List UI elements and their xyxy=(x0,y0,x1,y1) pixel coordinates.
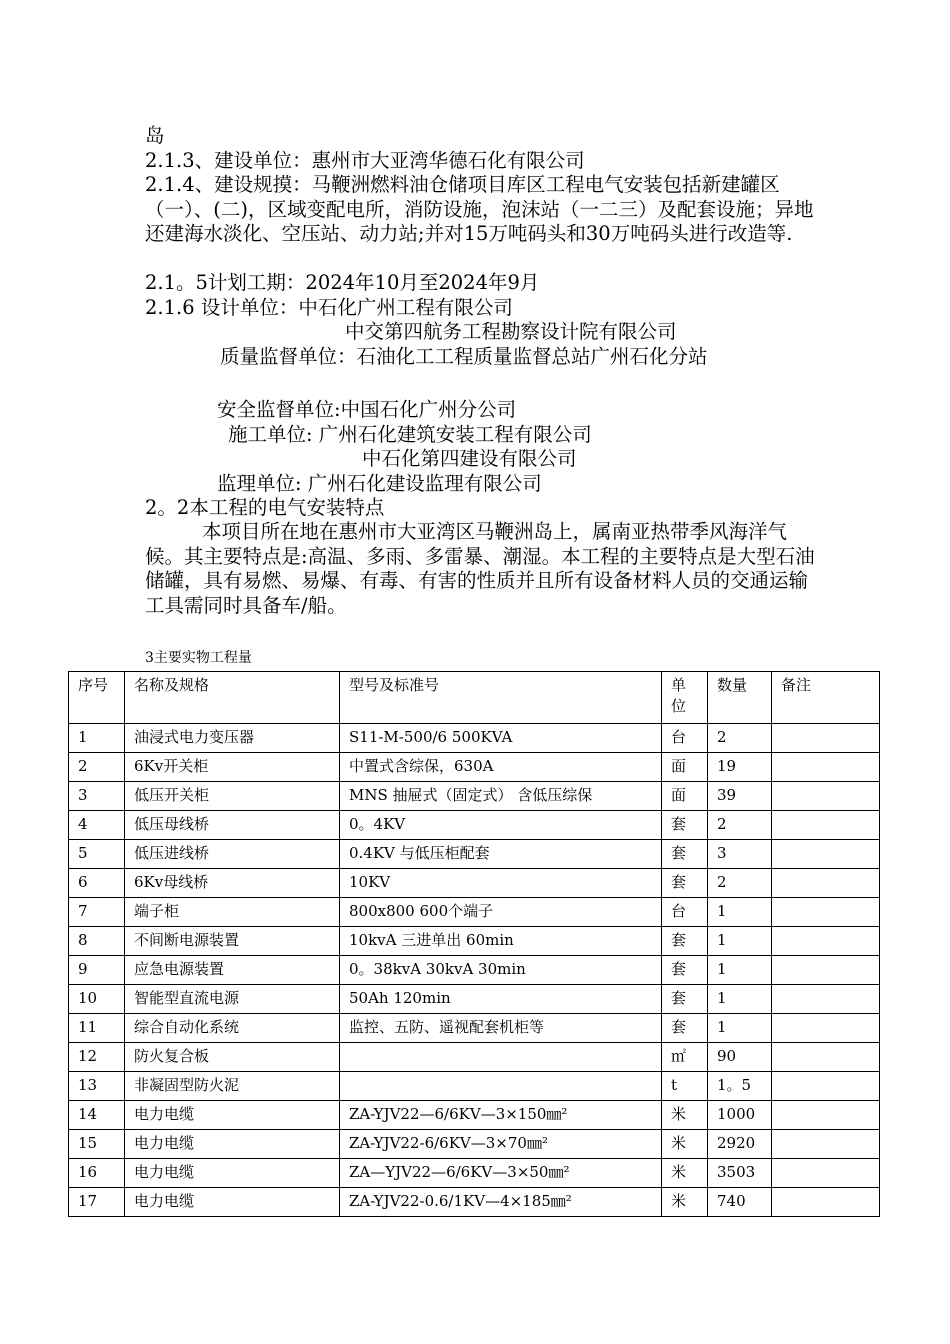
cell-quantity: 1 xyxy=(708,985,772,1014)
cell-remarks xyxy=(772,1130,880,1159)
cell-remarks xyxy=(772,869,880,898)
cell-unit: 套 xyxy=(662,956,708,985)
cell-index: 2 xyxy=(69,753,125,782)
cell-index: 3 xyxy=(69,782,125,811)
cell-model: 10KV xyxy=(340,869,662,898)
schedule-line: 2.1。5计划工期：2024年10月至2024年9月 xyxy=(145,271,540,294)
cell-index: 8 xyxy=(69,927,125,956)
supervision-unit-line: 监理单位: 广州石化建设监理有限公司 xyxy=(217,472,542,495)
cell-unit: 米 xyxy=(662,1101,708,1130)
cell-model: 10kvA 三进单出 60min xyxy=(340,927,662,956)
cell-unit: 套 xyxy=(662,869,708,898)
table-row xyxy=(69,1043,880,1072)
quantity-table xyxy=(68,671,880,1217)
cell-name: 不间断电源装置 xyxy=(125,927,340,956)
cell-name: 防火复合板 xyxy=(125,1043,340,1072)
design-unit-2-line: 中交第四航务工程勘察设计院有限公司 xyxy=(345,320,677,343)
header-name: 名称及规格 xyxy=(125,672,340,724)
cell-remarks xyxy=(772,1159,880,1188)
cell-model: 800x800 600个端子 xyxy=(340,898,662,927)
cell-remarks xyxy=(772,1014,880,1043)
cell-remarks xyxy=(772,1188,880,1217)
cell-index: 5 xyxy=(69,840,125,869)
cell-name: 应急电源装置 xyxy=(125,956,340,985)
cell-remarks xyxy=(772,985,880,1014)
cell-index: 7 xyxy=(69,898,125,927)
table-row xyxy=(69,1188,880,1217)
cell-model: 50Ah 120min xyxy=(340,985,662,1014)
cell-index: 11 xyxy=(69,1014,125,1043)
cell-quantity: 90 xyxy=(708,1043,772,1072)
cell-remarks xyxy=(772,927,880,956)
header-model: 型号及标准号 xyxy=(340,672,662,724)
cell-remarks xyxy=(772,1101,880,1130)
table-row xyxy=(69,898,880,927)
safety-supervision-line: 安全监督单位:中国石化广州分公司 xyxy=(217,398,517,421)
cell-unit: 套 xyxy=(662,927,708,956)
cell-name: 端子柜 xyxy=(125,898,340,927)
quality-supervision-paragraph: 质量监督单位：石油化工工程质量监督总站广州石化分站 xyxy=(220,345,708,368)
table-row xyxy=(69,1159,880,1188)
construction-contractor-line: 施工单位: 广州石化建筑安装工程有限公司 xyxy=(228,423,592,446)
cell-model: 0。4KV xyxy=(340,811,662,840)
cell-model xyxy=(340,1043,662,1072)
cell-name: 电力电缆 xyxy=(125,1101,340,1130)
cell-name: 油浸式电力变压器 xyxy=(125,724,340,753)
cell-quantity: 1000 xyxy=(708,1101,772,1130)
cell-unit: 套 xyxy=(662,811,708,840)
cell-model: ZA-YJV22—6/6KV—3×150㎜² xyxy=(340,1101,662,1130)
table-header-row xyxy=(69,672,880,724)
cell-model: 0。38kvA 30kvA 30min xyxy=(340,956,662,985)
cell-quantity: 1 xyxy=(708,898,772,927)
cell-model: 0.4KV 与低压柜配套 xyxy=(340,840,662,869)
cell-model: MNS 抽屉式（固定式） 含低压综保 xyxy=(340,782,662,811)
cell-quantity: 1。5 xyxy=(708,1072,772,1101)
table-row xyxy=(69,782,880,811)
cell-remarks xyxy=(772,956,880,985)
cell-unit: 面 xyxy=(662,753,708,782)
table-body xyxy=(69,724,880,1217)
cell-name: 智能型直流电源 xyxy=(125,985,340,1014)
cell-remarks xyxy=(772,753,880,782)
cell-quantity: 740 xyxy=(708,1188,772,1217)
cell-remarks xyxy=(772,898,880,927)
table-row xyxy=(69,811,880,840)
cell-unit: t xyxy=(662,1072,708,1101)
cell-name: 低压开关柜 xyxy=(125,782,340,811)
cell-model: ZA—YJV22—6/6KV—3×50㎜² xyxy=(340,1159,662,1188)
cell-model xyxy=(340,1072,662,1101)
table-row xyxy=(69,985,880,1014)
table-row xyxy=(69,927,880,956)
section-heading: 2。2本工程的电气安装特点 xyxy=(145,496,385,519)
cell-index: 16 xyxy=(69,1159,125,1188)
cell-remarks xyxy=(772,840,880,869)
cell-index: 17 xyxy=(69,1188,125,1217)
construction-unit-line: 2.1.3、建设单位：惠州市大亚湾华德石化有限公司 xyxy=(145,149,585,172)
cell-quantity: 2920 xyxy=(708,1130,772,1159)
cell-quantity: 2 xyxy=(708,811,772,840)
cell-index: 9 xyxy=(69,956,125,985)
header-quantity: 数量 xyxy=(708,672,772,724)
cell-quantity: 2 xyxy=(708,724,772,753)
cell-unit: 套 xyxy=(662,985,708,1014)
table-row xyxy=(69,956,880,985)
cell-remarks xyxy=(772,1043,880,1072)
table-row xyxy=(69,1014,880,1043)
table-row xyxy=(69,1072,880,1101)
cell-quantity: 3 xyxy=(708,840,772,869)
cell-quantity: 3503 xyxy=(708,1159,772,1188)
cell-remarks xyxy=(772,782,880,811)
table-row xyxy=(69,753,880,782)
cell-model: 监控、五防、遥视配套机柜等 xyxy=(340,1014,662,1043)
cell-quantity: 39 xyxy=(708,782,772,811)
cell-unit: 米 xyxy=(662,1159,708,1188)
cell-quantity: 1 xyxy=(708,927,772,956)
table-row xyxy=(69,1101,880,1130)
cell-index: 15 xyxy=(69,1130,125,1159)
cell-quantity: 1 xyxy=(708,956,772,985)
cell-name: 低压进线桥 xyxy=(125,840,340,869)
construction-scale-paragraph: 2.1.4、建设规摸：马鞭洲燃料油仓储项目库区工程电气安装包括新建罐区（一）、(二)，区域变配电所，消防设施，泡沫站（一二三）及配套设施；异地还建海水淡化、空压站、动力站;并对15万吨码头和30万吨码头进行改造等. xyxy=(145,173,814,245)
cell-index: 14 xyxy=(69,1101,125,1130)
cell-name: 综合自动化系统 xyxy=(125,1014,340,1043)
header-index: 序号 xyxy=(69,672,125,724)
cell-model: ZA-YJV22-0.6/1KV—4×185㎜² xyxy=(340,1188,662,1217)
cell-name: 6Kv母线桥 xyxy=(125,869,340,898)
cell-remarks xyxy=(772,724,880,753)
cell-quantity: 2 xyxy=(708,869,772,898)
cell-unit: 套 xyxy=(662,1014,708,1043)
cell-model: 中置式含综保，630A xyxy=(340,753,662,782)
cell-name: 低压母线桥 xyxy=(125,811,340,840)
cell-index: 4 xyxy=(69,811,125,840)
table-caption: 3主要实物工程量 xyxy=(145,650,252,666)
cell-index: 6 xyxy=(69,869,125,898)
cell-quantity: 19 xyxy=(708,753,772,782)
cell-remarks xyxy=(772,811,880,840)
cell-index: 13 xyxy=(69,1072,125,1101)
cell-index: 12 xyxy=(69,1043,125,1072)
cell-name: 电力电缆 xyxy=(125,1159,340,1188)
table-row xyxy=(69,1130,880,1159)
table-row xyxy=(69,869,880,898)
cell-unit: 台 xyxy=(662,724,708,753)
cell-name: 电力电缆 xyxy=(125,1130,340,1159)
cell-unit: 套 xyxy=(662,840,708,869)
header-remarks: 备注 xyxy=(772,672,880,724)
cell-remarks xyxy=(772,1072,880,1101)
cell-model: S11-M-500/6 500KVA xyxy=(340,724,662,753)
project-features-paragraph: 本项目所在地在惠州市大亚湾区马鞭洲岛上，属南亚热带季风海洋气候。其主要特点是:高温、多雨、多雷暴、潮湿。本工程的主要特点是大型石油储罐，具有易燃、易爆、有毒、有害的性质并且所有设备材料人员的交通运输工具需同时具备车/船。 xyxy=(145,520,815,617)
cell-unit: 米 xyxy=(662,1130,708,1159)
cell-index: 1 xyxy=(69,724,125,753)
cell-name: 6Kv开关柜 xyxy=(125,753,340,782)
cell-unit: 台 xyxy=(662,898,708,927)
cell-unit: ㎡ xyxy=(662,1043,708,1072)
cell-unit: 面 xyxy=(662,782,708,811)
design-unit-line: 2.1.6 设计单位：中石化广州工程有限公司 xyxy=(145,296,513,319)
construction-contractor-2-line: 中石化第四建设有限公司 xyxy=(362,447,577,470)
cell-name: 电力电缆 xyxy=(125,1188,340,1217)
header-unit: 单位 xyxy=(662,672,708,724)
cell-name: 非凝固型防火泥 xyxy=(125,1072,340,1101)
table-row xyxy=(69,840,880,869)
cell-unit: 米 xyxy=(662,1188,708,1217)
table-row xyxy=(69,724,880,753)
cell-quantity: 1 xyxy=(708,1014,772,1043)
cell-index: 10 xyxy=(69,985,125,1014)
text-fragment: 岛 xyxy=(145,124,165,147)
cell-model: ZA-YJV22-6/6KV—3×70㎜² xyxy=(340,1130,662,1159)
